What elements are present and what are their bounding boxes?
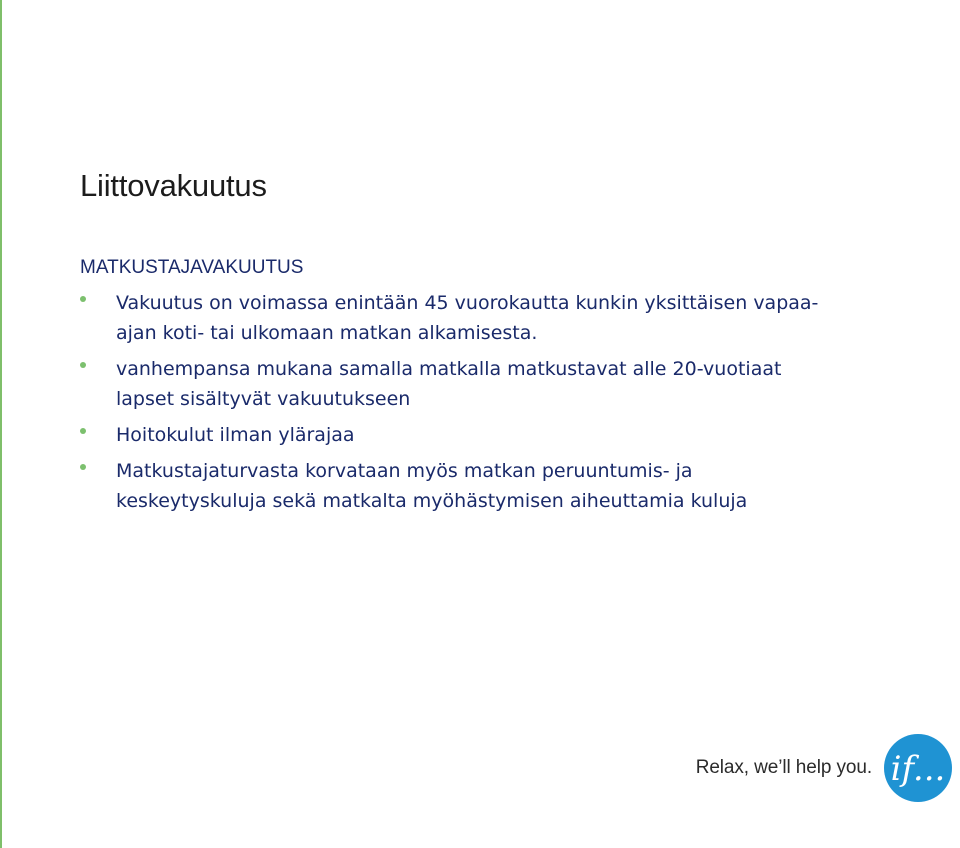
bullet-item-2 (80, 354, 840, 414)
bullet-text: vanhempansa mukana samalla matkalla matkustavat alle 20-vuotiaat lapset sisältyvät vakuutukseen (116, 358, 782, 410)
bullet-text: Matkustajaturvasta korvataan myös matkan peruuntumis- ja keskeytyskuluja sekä matkalta myöhästymisen aiheuttamia kuluja (116, 460, 748, 512)
brand-footer (696, 734, 952, 802)
left-accent-rule (0, 0, 2, 848)
bullet-item-4 (80, 456, 840, 516)
slide-title: Liittovakuutus (80, 168, 267, 203)
bullet-dot-icon (80, 464, 86, 470)
if-logo (884, 734, 952, 802)
logo-text: if... (890, 749, 946, 789)
bullet-dot-icon (80, 428, 86, 434)
bullet-text: Hoitokulut ilman ylärajaa (116, 424, 355, 446)
slide-subtitle: MATKUSTAJAVAKUUTUS (80, 257, 304, 278)
slide-content (80, 160, 900, 512)
bullet-text: Vakuutus on voimassa enintään 45 vuorokautta kunkin yksittäisen vapaa-ajan koti- tai ulkomaan matkan alkamisesta. (116, 292, 819, 344)
bullet-list (80, 288, 840, 522)
bullet-item-3 (80, 420, 840, 450)
bullet-dot-icon (80, 296, 86, 302)
brand-tagline: Relax, we’ll help you. (695, 757, 872, 778)
bullet-item-1 (80, 288, 840, 348)
bullet-dot-icon (80, 362, 86, 368)
